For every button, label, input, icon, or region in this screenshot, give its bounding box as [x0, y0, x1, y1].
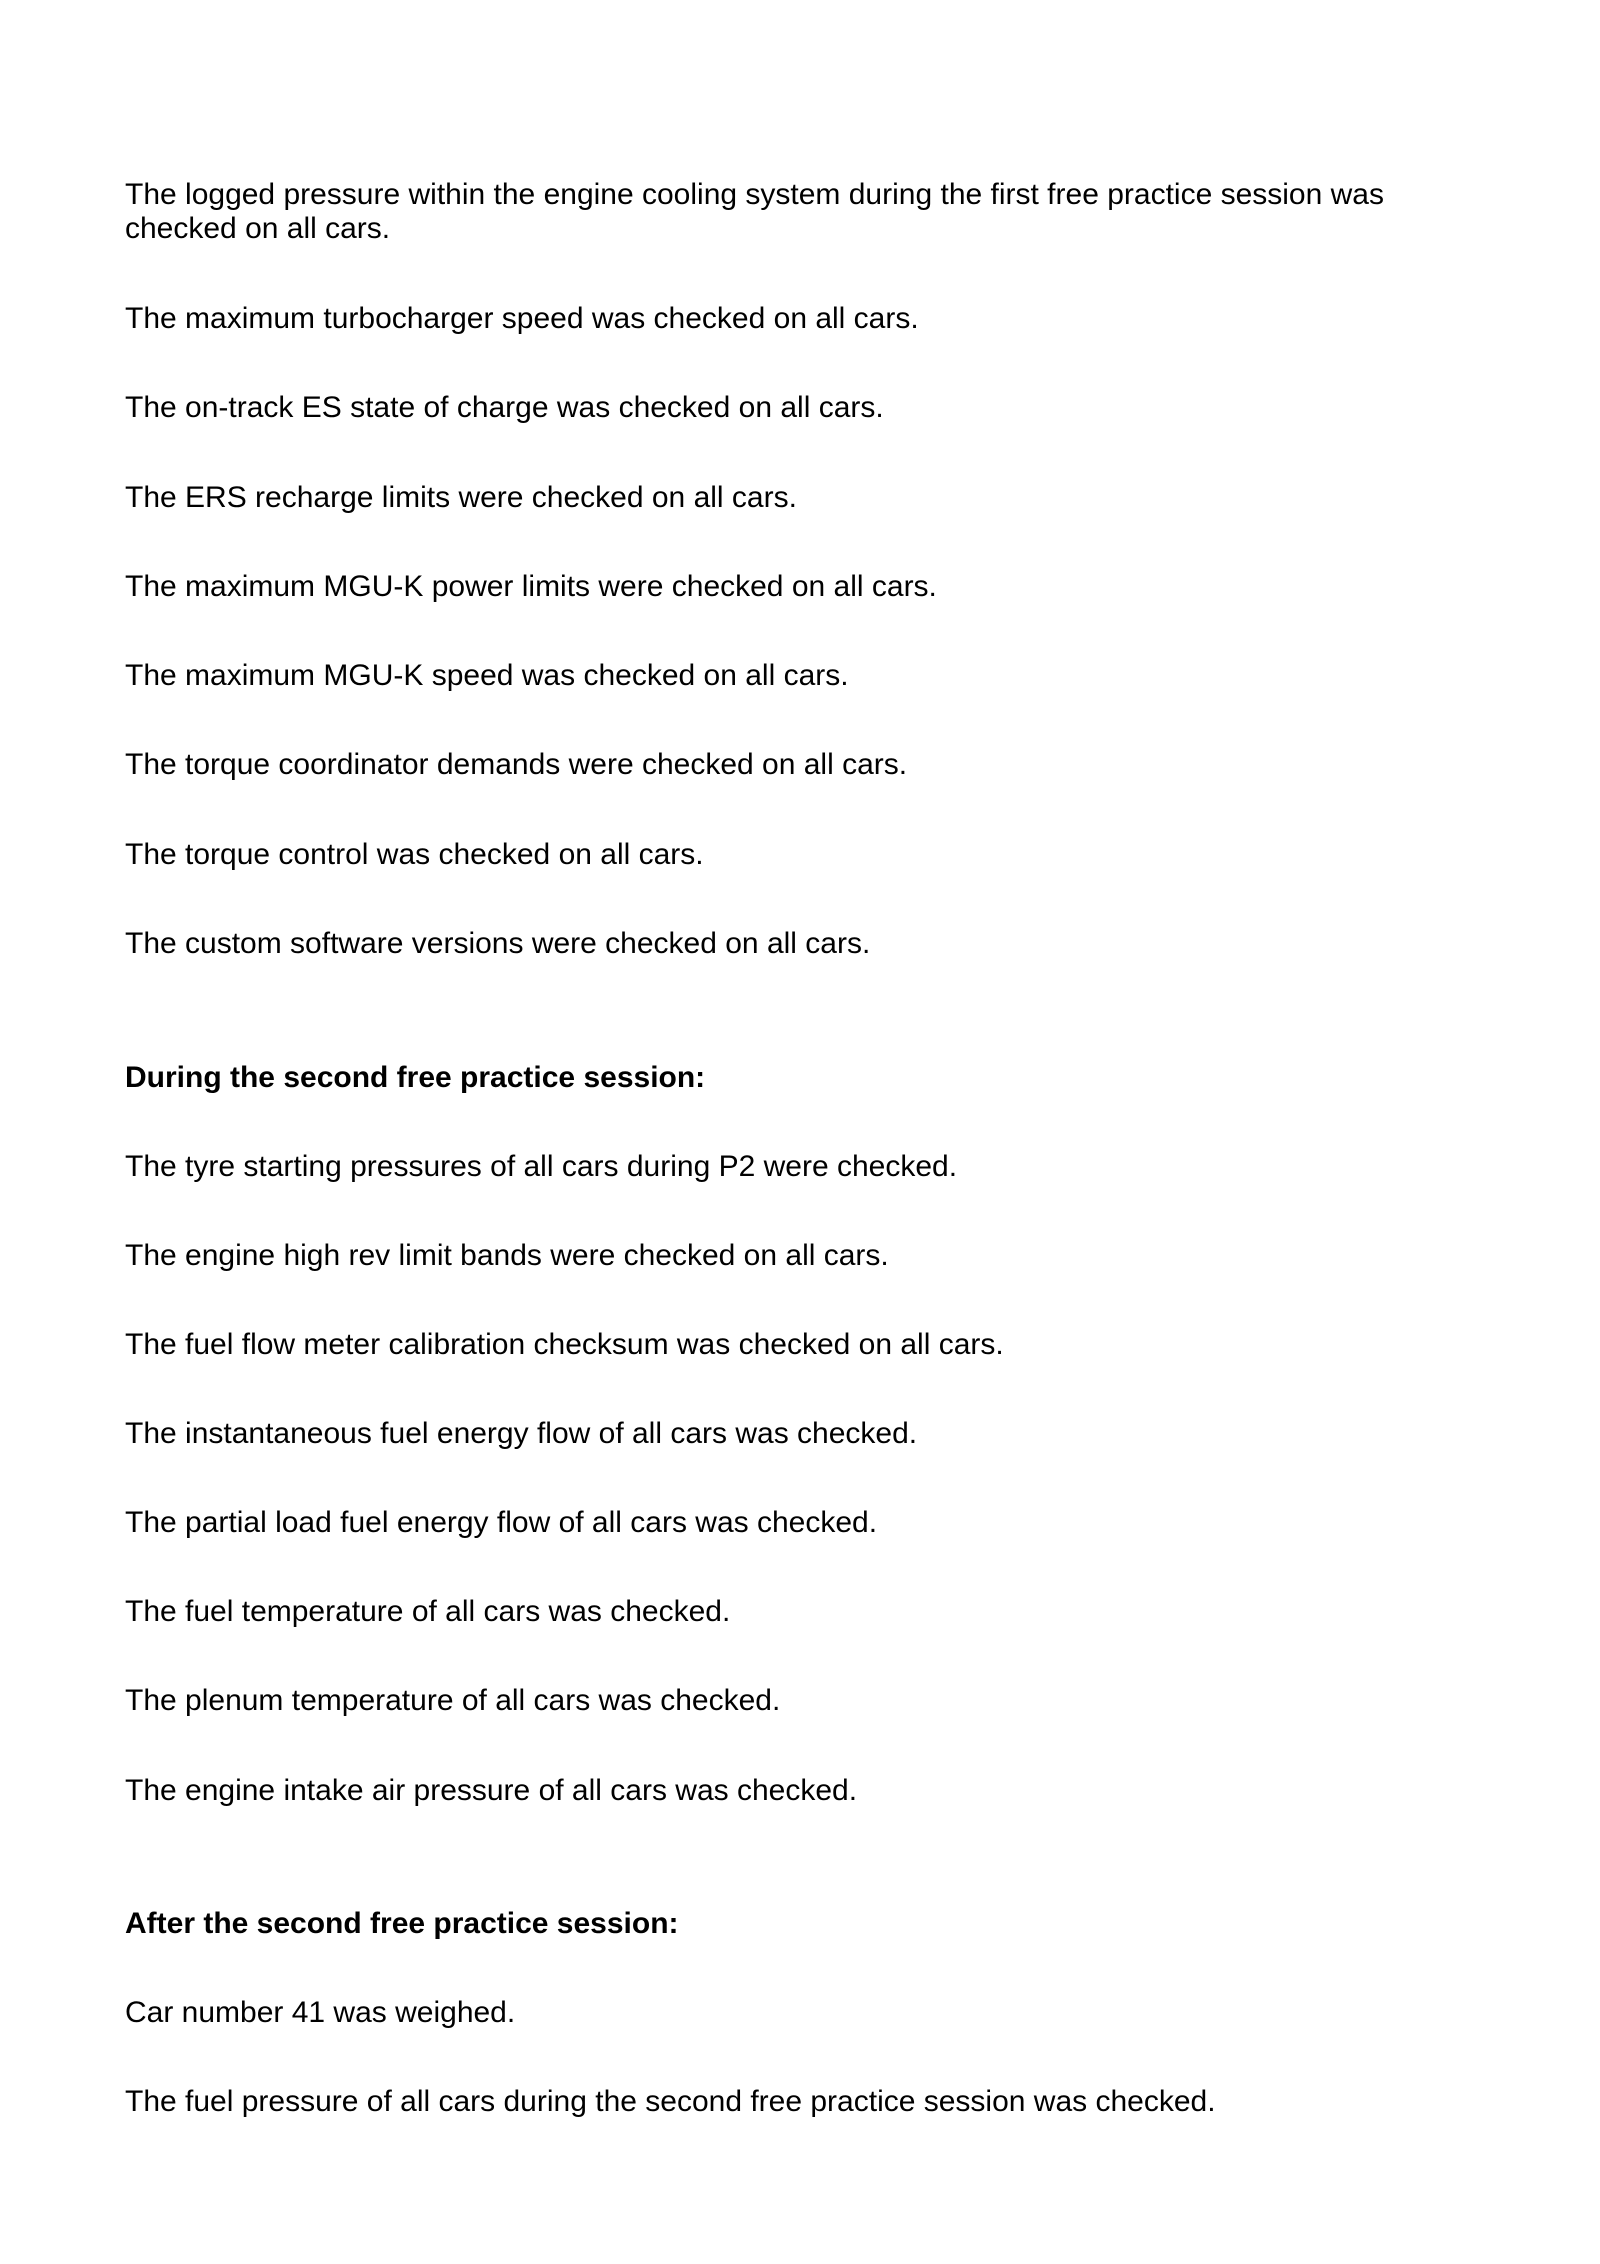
paragraph-mgu-k-power-limits: The maximum MGU-K power limits were checked on all cars.: [125, 570, 937, 603]
paragraph-rev-limit-bands: The engine high rev limit bands were checked on all cars.: [125, 1239, 889, 1272]
paragraph-intake-air-pressure: The engine intake air pressure of all cars was checked.: [125, 1774, 858, 1807]
paragraph-mgu-k-speed: The maximum MGU-K speed was checked on all cars.: [125, 659, 849, 692]
paragraph-torque-control: The torque control was checked on all cars.: [125, 838, 704, 871]
section-heading-second-practice: During the second free practice session:: [125, 1061, 706, 1094]
paragraph-partial-load-fuel-flow: The partial load fuel energy flow of all cars was checked.: [125, 1506, 878, 1539]
paragraph-software-versions: The custom software versions were checked on all cars.: [125, 927, 871, 960]
paragraph-fuel-flow-checksum: The fuel flow meter calibration checksum was checked on all cars.: [125, 1328, 1004, 1361]
paragraph-turbocharger-speed: The maximum turbocharger speed was checked on all cars.: [125, 302, 919, 335]
paragraph-fuel-temperature: The fuel temperature of all cars was checked.: [125, 1595, 731, 1628]
paragraph-cooling-pressure: The logged pressure within the engine cooling system during the first free practice session was checked on all cars.: [125, 178, 1384, 245]
section-heading-after-second-practice: After the second free practice session:: [125, 1907, 679, 1940]
paragraph-tyre-pressures: The tyre starting pressures of all cars during P2 were checked.: [125, 1150, 958, 1183]
paragraph-fuel-pressure: The fuel pressure of all cars during the second free practice session was checked.: [125, 2085, 1216, 2118]
paragraph-ers-recharge-limits: The ERS recharge limits were checked on all cars.: [125, 481, 797, 514]
paragraph-es-state-of-charge: The on-track ES state of charge was checked on all cars.: [125, 391, 884, 424]
paragraph-car-weighed: Car number 41 was weighed.: [125, 1996, 516, 2029]
paragraph-torque-coordinator: The torque coordinator demands were checked on all cars.: [125, 748, 908, 781]
paragraph-instantaneous-fuel-flow: The instantaneous fuel energy flow of all cars was checked.: [125, 1417, 918, 1450]
paragraph-plenum-temperature: The plenum temperature of all cars was checked.: [125, 1684, 781, 1717]
